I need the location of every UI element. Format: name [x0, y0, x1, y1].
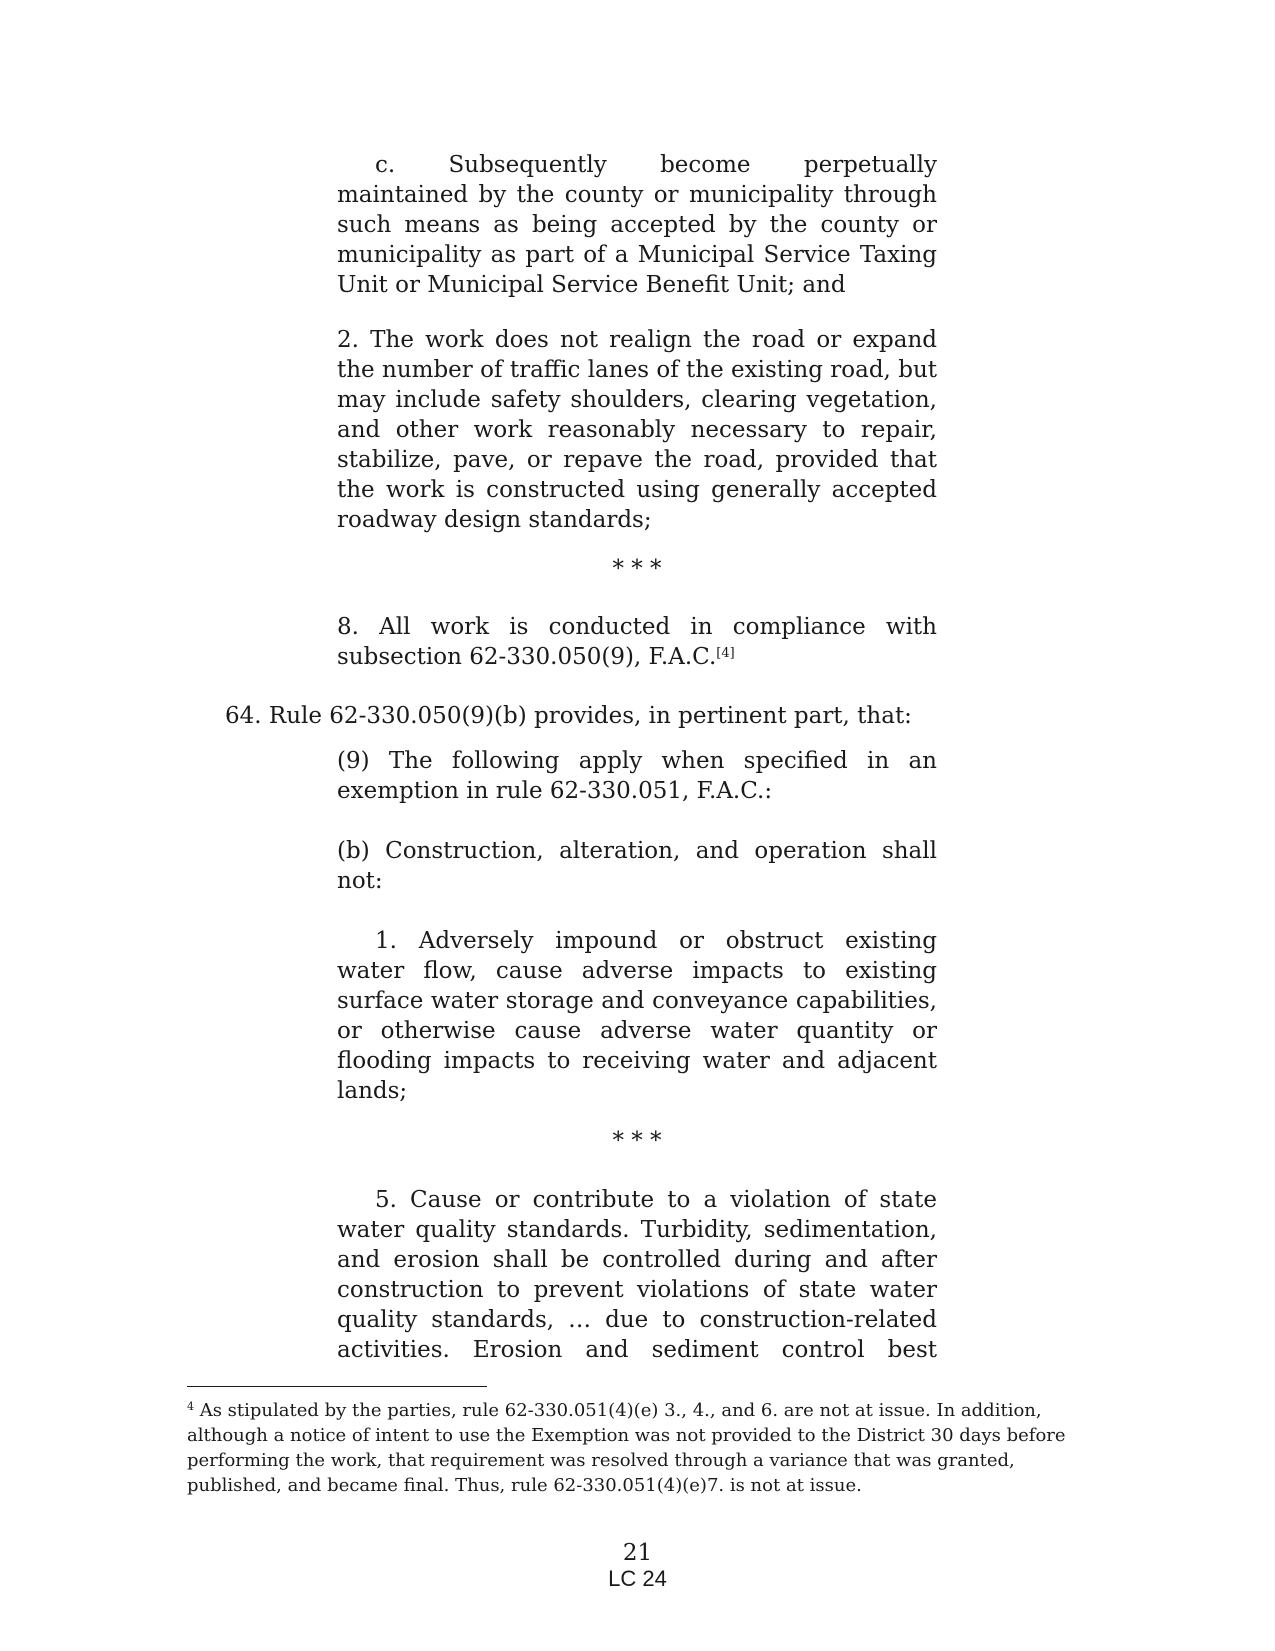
quote-item-8 [337, 612, 937, 672]
quote-item-1: 1. Adversely impound or obstruct existing water flow, cause adverse impacts to existing surface water storage and conveyance capabilities, or otherwise cause adverse water quantity or flooding impacts to receiving water and adjacent lands; [337, 928, 937, 1104]
quote-item-8-text: 8. All work is conducted in compliance with subsection 62-330.050(9), F.A.C. [337, 614, 937, 670]
footnote-marker: 4 [187, 1400, 194, 1413]
footnote-4 [187, 1398, 1082, 1498]
footnote-separator [187, 1386, 487, 1387]
quote-item-9: (9) The following apply when specified in an exemption in rule 62-330.051, F.A.C.: [337, 748, 937, 804]
lc-number: LC 24 [608, 1566, 667, 1591]
footnote-reference-4[interactable]: [4] [716, 646, 735, 661]
quote-item-c: c. Subsequently become perpetually maintained by the county or municipality through such means as being accepted by the county or municipality as part of a Municipal Service Taxing Unit or Municipal Service Benefit Unit; and [337, 152, 937, 298]
paragraph-64: 64. Rule 62-330.050(9)(b) provides, in pertinent part, that: [225, 703, 912, 729]
quote-item-2: 2. The work does not realign the road or expand the number of traffic lanes of the existing road, but may include safety shoulders, clearing vegetation, and other work reasonably necessary to repair, stabilize, pave, or repave the road, provided that the work is constructed using generally accepted roadway design standards; [337, 327, 937, 533]
quote-item-b: (b) Construction, alteration, and operation shall not: [337, 838, 937, 894]
ellipsis-stars-1: * * * [612, 556, 662, 582]
ellipsis-stars-2: * * * [612, 1128, 662, 1154]
quote-item-5: 5. Cause or contribute to a violation of state water quality standards. Turbidity, sedimentation, and erosion shall be controlled during and after construction to prevent violations of state water quality standards, … due to construction-related activities. Erosion and sediment control best [337, 1187, 937, 1363]
footnote-text: As stipulated by the parties, rule 62-330.051(4)(e) 3., 4., and 6. are not at issue. In addition, although a notice of intent to use the Exemption was not provided to the District 30 days before performing the work, that requirement was resolved through a variance that was granted, published, and became final. Thus, rule 62-330.051(4)(e)7. is not at issue. [187, 1400, 1066, 1496]
page-number: 21 [622, 1540, 653, 1566]
